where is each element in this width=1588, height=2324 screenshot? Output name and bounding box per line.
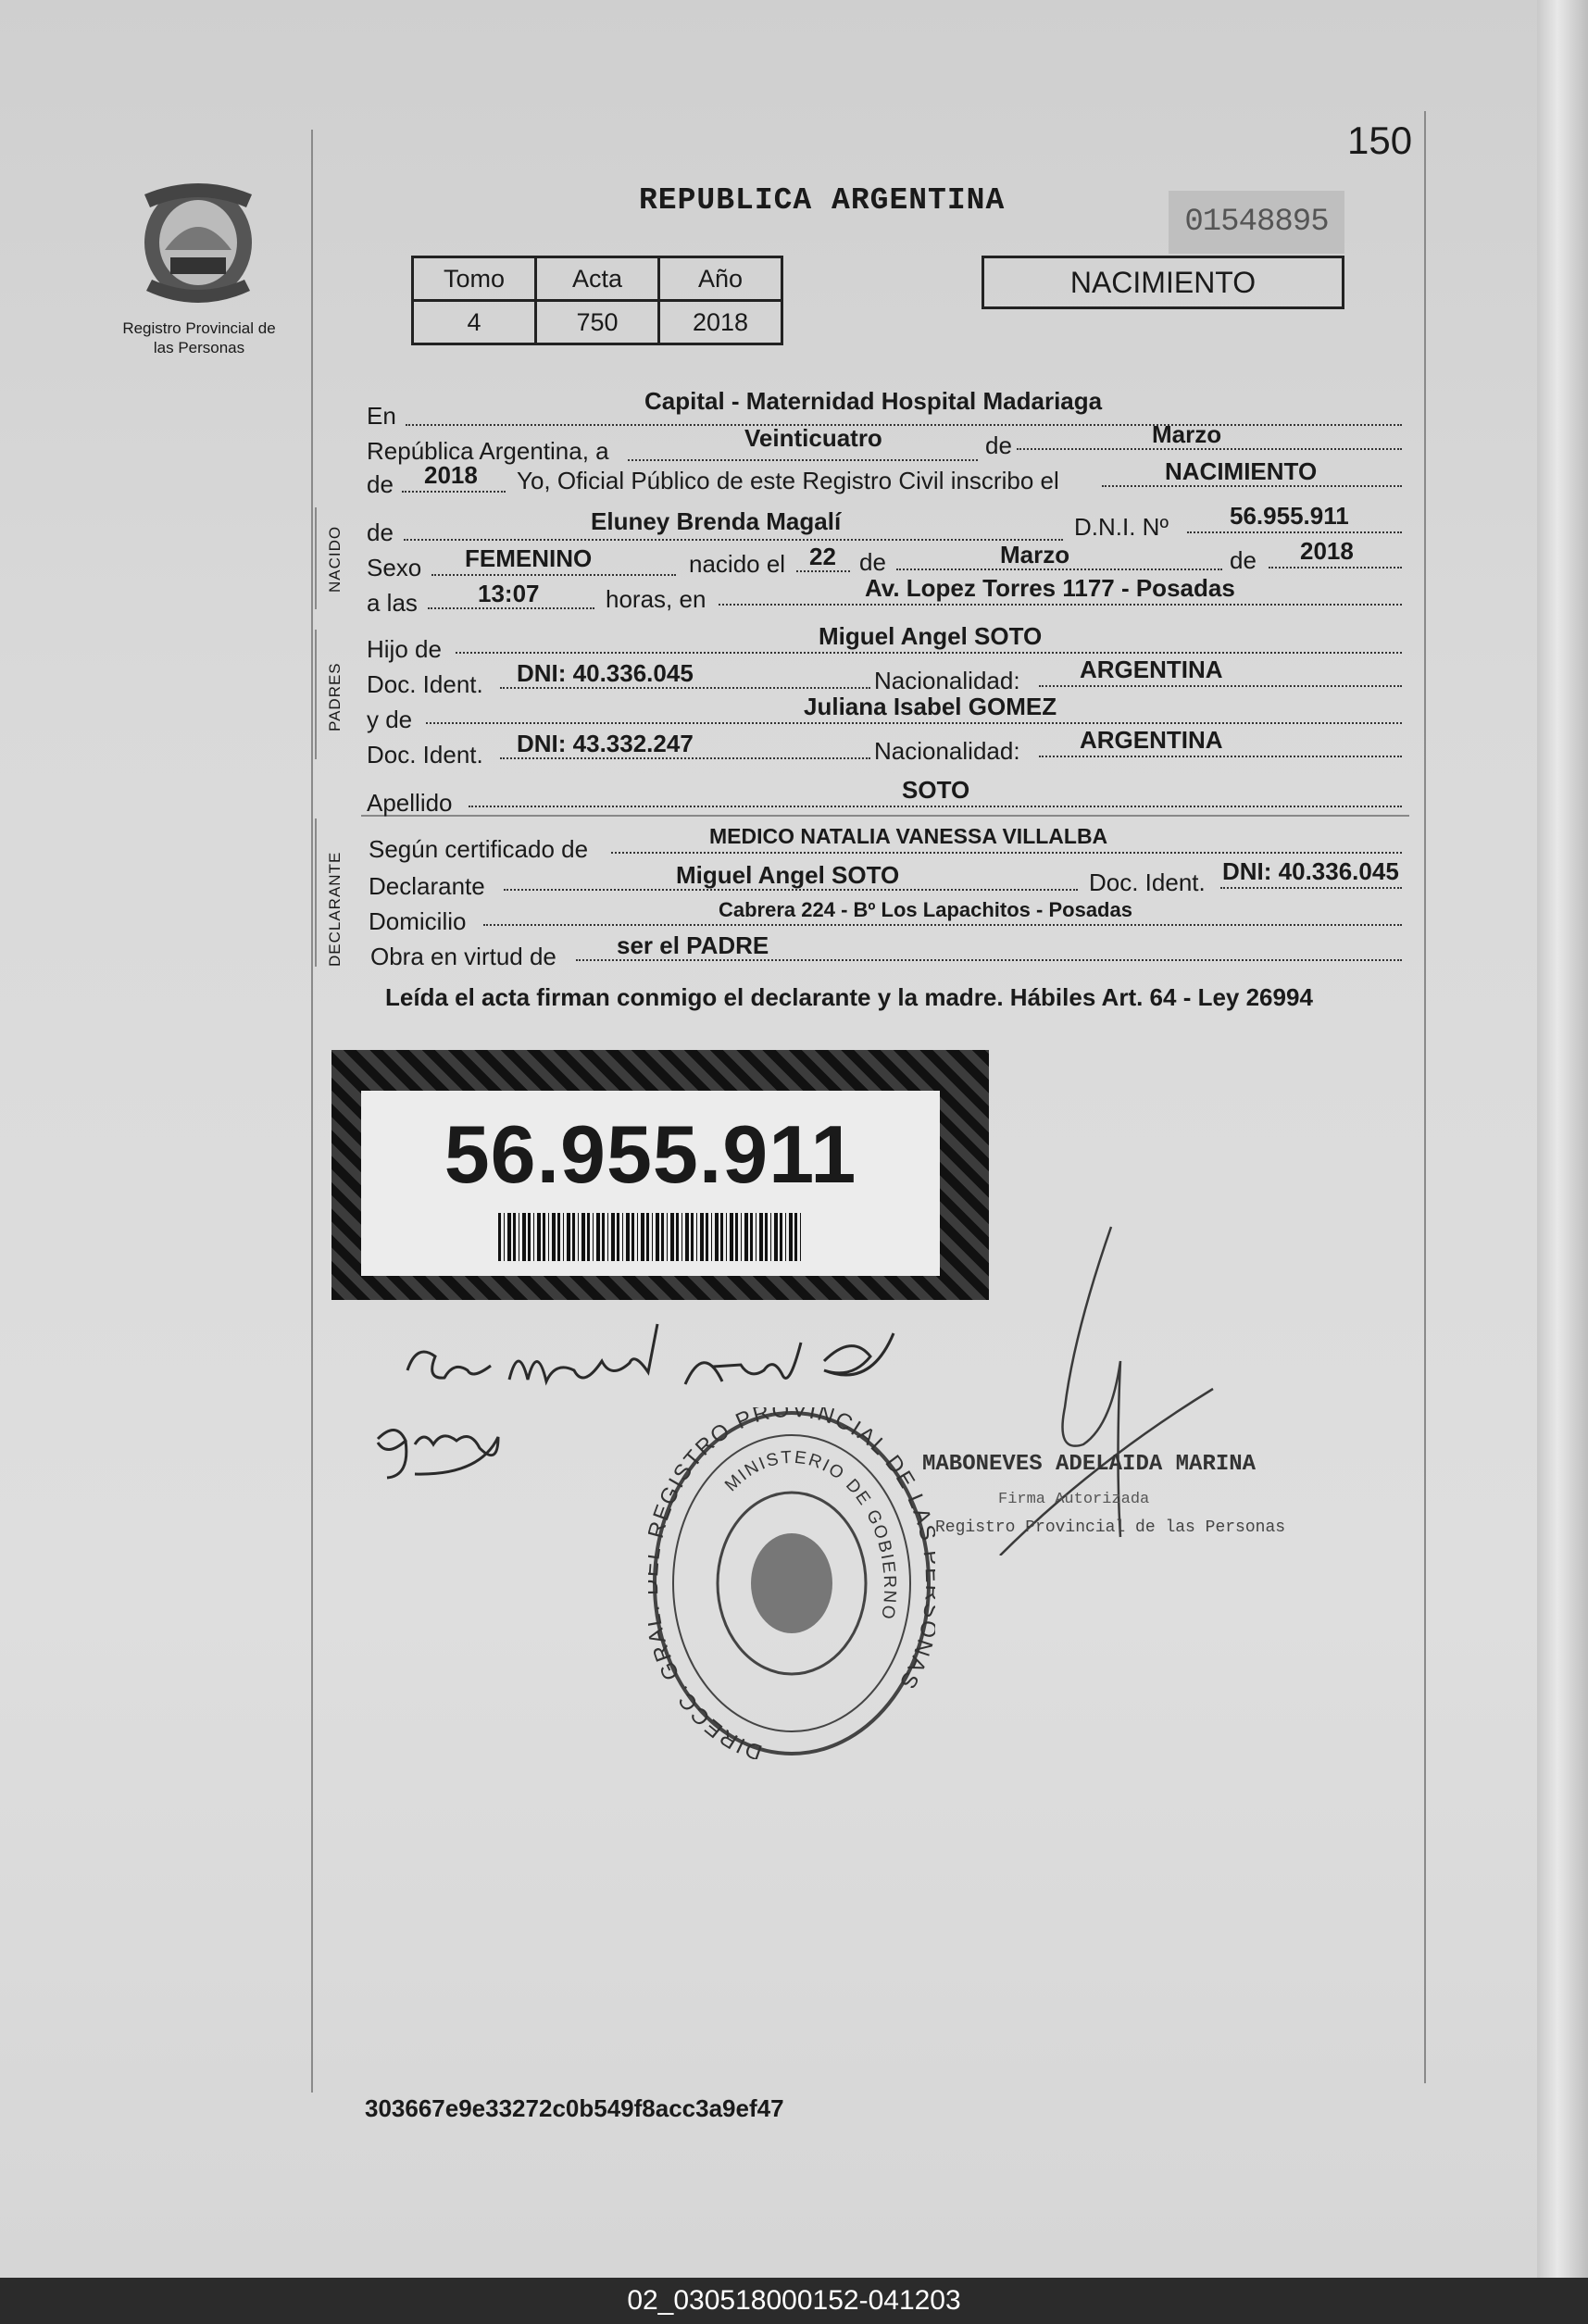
sexo-value: FEMENINO: [465, 544, 593, 572]
mother-signature: [369, 1411, 517, 1485]
hijo-label: Hijo de: [367, 635, 442, 663]
dni-value: 56.955.911: [1230, 502, 1349, 530]
birth-month: Marzo: [1000, 541, 1070, 569]
act-type-box: NACIMIENTO: [982, 256, 1344, 309]
alas-label: a las: [367, 589, 418, 617]
side-label-nacido: NACIDO: [326, 525, 344, 593]
nac1-line: [1039, 685, 1402, 687]
place-value: Av. Lopez Torres 1177 - Posadas: [865, 574, 1235, 602]
page-edge: [1537, 0, 1588, 2278]
father-signature: [389, 1306, 907, 1417]
sticker-panel: [361, 1091, 940, 1276]
anio-value: 2018: [659, 301, 782, 344]
official-seal: [648, 1407, 935, 1759]
sticker-number: 56.955.911: [444, 1108, 857, 1200]
doc3-line: [1220, 887, 1402, 889]
dni-line: [1187, 531, 1402, 533]
year-line: [402, 491, 506, 493]
doc1-label: Doc. Ident.: [367, 670, 483, 698]
dni-sticker: [331, 1050, 989, 1300]
nacido-label: nacido el: [689, 550, 786, 578]
birth-year-line: [1269, 567, 1402, 569]
nacido-bracket: [315, 507, 317, 609]
republica-label: República Argentina, a: [367, 437, 609, 465]
doc3-label: Doc. Ident.: [1089, 868, 1206, 896]
day-line: [628, 459, 978, 461]
de3-label: de: [367, 519, 394, 546]
registry-name: Registro Provincial de las Personas: [122, 319, 276, 356]
declarante-bracket: [315, 818, 317, 967]
yo-text: Yo, Oficial Público de este Registro Civil inscribo el: [517, 467, 1059, 494]
father-value: Miguel Angel SOTO: [819, 622, 1043, 650]
segun-value: MEDICO NATALIA VANESSA VILLALBA: [709, 824, 1108, 848]
segun-line: [611, 852, 1402, 854]
side-label-padres: PADRES: [326, 662, 344, 731]
obra-value: ser el PADRE: [617, 931, 769, 959]
side-label-declarante: DECLARANTE: [326, 851, 344, 967]
left-margin-line: [311, 130, 313, 2093]
dni-label: D.N.I. Nº: [1074, 513, 1169, 541]
obra-label: Obra en virtud de: [370, 943, 556, 970]
en-label: En: [367, 402, 396, 430]
yde-label: y de: [367, 706, 413, 733]
tomo-value: 4: [413, 301, 536, 344]
domicilio-label: Domicilio: [369, 907, 467, 935]
doc1-value: DNI: 40.336.045: [517, 659, 694, 687]
acta-header: Acta: [536, 257, 659, 301]
time-value: 13:07: [478, 580, 540, 607]
nac1-label: Nacionalidad:: [874, 667, 1020, 694]
year-value: 2018: [424, 461, 478, 489]
domicilio-value: Cabrera 224 - Bº Los Lapachitos - Posadas: [719, 898, 1132, 921]
right-margin-line: [1424, 111, 1426, 2083]
sticker-barcode: [498, 1213, 804, 1261]
nac2-label: Nacionalidad:: [874, 737, 1020, 765]
apellido-label: Apellido: [367, 789, 453, 817]
inscribo-value: NACIMIENTO: [1165, 457, 1318, 485]
en-line: [406, 424, 1402, 426]
document-title: REPUBLICA ARGENTINA: [639, 183, 1006, 218]
nac1-value: ARGENTINA: [1080, 656, 1223, 683]
name-value: Eluney Brenda Magalí: [591, 507, 842, 535]
doc2-value: DNI: 43.332.247: [517, 730, 694, 757]
padres-bracket: [315, 630, 317, 759]
name-line: [404, 539, 1063, 541]
anio-header: Año: [659, 257, 782, 301]
seal-outer-text: DIRECC. GR EGISTRO PROVINCIAL DE LA NAS: [648, 1407, 935, 1759]
closing-note: Leída el acta firman conmigo el declarante y la madre. Hábiles Art. 64 - Ley 26994: [385, 983, 1313, 1011]
birth-day: 22: [809, 543, 836, 570]
serial-number: 01548895: [1169, 191, 1344, 254]
doc2-label: Doc. Ident.: [367, 741, 483, 768]
official-stamp-org: Registro Provincial de las Personas: [935, 1518, 1286, 1537]
birth-year: 2018: [1300, 537, 1354, 565]
nac2-line: [1039, 756, 1402, 757]
day-value: Veinticuatro: [744, 424, 882, 452]
en-value: Capital - Maternidad Hospital Madariaga: [644, 387, 1103, 415]
tomo-header: Tomo: [413, 257, 536, 301]
official-stamp-role: Firma Autorizada: [998, 1491, 1150, 1508]
de4-label: de: [859, 548, 886, 576]
place-line: [719, 604, 1402, 606]
document-hash: 303667e9e33272c0b549f8acc3a9ef47: [365, 2094, 784, 2122]
seal-inner-text: MINISTERIO DE GOBIERNO: [721, 1447, 900, 1622]
tomo-acta-table: [411, 256, 783, 345]
de1-label: de: [985, 431, 1012, 459]
province-emblem: [137, 176, 259, 313]
father-line: [456, 652, 1402, 654]
nac2-value: ARGENTINA: [1080, 726, 1223, 754]
segun-label: Según certificado de: [369, 835, 589, 863]
apellido-line: [469, 806, 1402, 807]
page-number: 150: [1347, 119, 1413, 162]
sexo-label: Sexo: [367, 554, 422, 581]
scan-footer-id: 02_030518000152-041203: [0, 2278, 1588, 2324]
apellido-value: SOTO: [902, 776, 970, 804]
horas-label: horas, en: [606, 585, 706, 613]
section-divider: [361, 815, 1409, 817]
declarante-label: Declarante: [369, 872, 485, 900]
sexo-line: [431, 574, 676, 576]
mother-value: Juliana Isabel GOMEZ: [804, 693, 1057, 720]
doc3-value: DNI: 40.336.045: [1222, 857, 1399, 885]
declarante-value: Miguel Angel SOTO: [676, 861, 900, 889]
de2-label: de: [367, 470, 394, 498]
mother-line: [426, 722, 1402, 724]
acta-value: 750: [536, 301, 659, 344]
month-value: Marzo: [1152, 420, 1222, 448]
de5-label: de: [1230, 546, 1257, 574]
domicilio-line: [483, 924, 1402, 926]
official-stamp-name: MABONEVES ADELAIDA MARINA: [922, 1452, 1257, 1477]
